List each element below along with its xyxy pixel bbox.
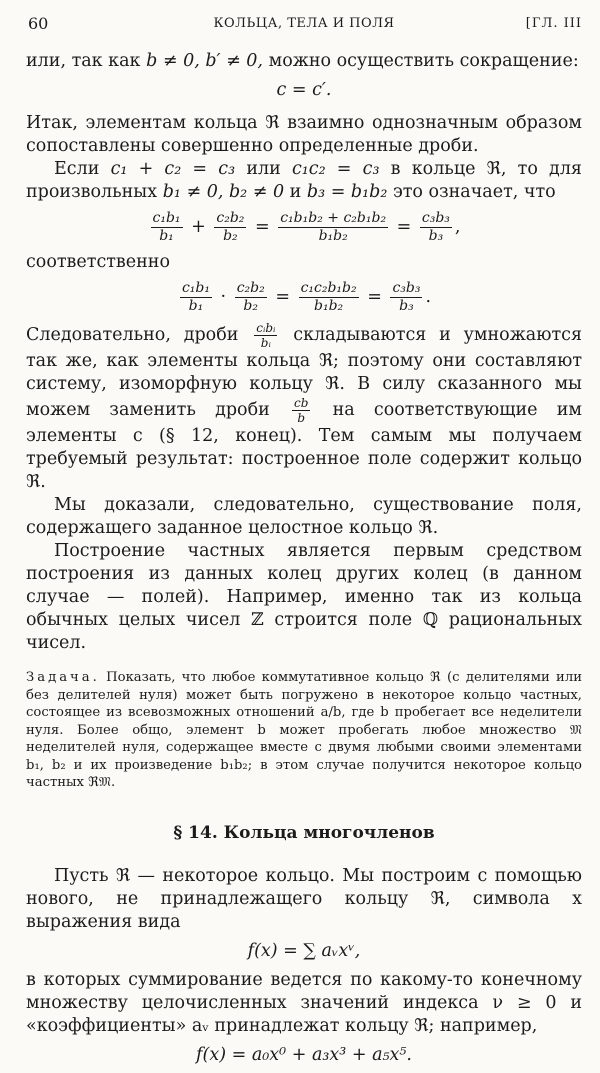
chapter-label: [ГЛ. III [525, 16, 582, 31]
equation-c-equals: c = c′. [276, 80, 332, 100]
running-header [26, 14, 582, 34]
operator: · [220, 287, 227, 307]
paragraph-if-sum [26, 158, 582, 204]
text: на соответствующие им элементы c (§ 12, конец). Тем самым мы получаем требуемый результат: построенное поле содержит кольцо ℜ. [26, 400, 582, 492]
inline-math: c₁ + c₂ = c₃ [110, 159, 236, 179]
paragraph-polynomials: Пусть ℜ — некоторое кольцо. Мы построим с помощью нового, не принадлежащего кольцу ℜ, символа x выражения вида [26, 865, 582, 932]
formula-example: f(x) = a₀x⁰ + a₃x³ + a₅x⁵. [196, 1044, 412, 1065]
punctuation: . [425, 287, 432, 307]
formula-polynomial: f(x) = ∑ aᵥxᵛ, [247, 940, 361, 961]
text: или, так как [26, 51, 141, 71]
fraction: $\frac{\text{c₃b₃}}{\text{b₃}}$ [421, 210, 450, 244]
text: и [289, 182, 302, 202]
fraction: $\frac{\text{c₂b₂}}{\text{b₂}}$ [236, 280, 265, 314]
page-body [26, 50, 582, 1073]
text: Следовательно, дроби [26, 325, 239, 345]
formula-sum [26, 210, 582, 245]
section-title: § 14. Кольца многочленов [173, 822, 435, 843]
operator: = [396, 217, 412, 237]
fraction: $\frac{\text{cᵢbᵢ}}{\text{bᵢ}}$ [256, 321, 276, 350]
text: это означает, что [392, 182, 556, 202]
paragraph-correspondence: Итак, элементам кольца ℜ взаимно однозначным образом сопоставлены совершенно определенные дроби. [26, 113, 582, 156]
paragraph-quotients: Построение частных является первым средством построения из данных колец других колец (в данном случае — полей). Например, именно так из кольца обычных целых чисел ℤ строится поле ℚ рациональных чисел. [26, 541, 582, 653]
paragraph-cancellation [26, 50, 582, 73]
fraction: $\frac{\text{c₁b₁b₂ + c₂b₁b₂}}{\text{b₁b₂}}$ [280, 210, 387, 244]
respectively-label: соответственно [26, 252, 170, 272]
paragraph-proved: Мы доказали, следовательно, существование поля, содержащего заданное целостное кольцо ℜ. [26, 495, 582, 538]
exercise-text: Показать, что любое коммутативное кольцо ℜ (с делителями или без делителей нуля) может быть погружено в некоторое кольцо частных, состоящее из всевозможных отношений a/b, где b пробегает все неделители нуля. Более общо, элемент b может пробегать любое множество 𝔐 неделителей нуля, содержащее вместе с двумя любыми своими элементами b₁, b₂ и их произведение b₁b₂; в этом случае получится некоторое кольцо частных ℜ𝔐. [26, 670, 582, 790]
exercise [26, 669, 582, 792]
text: можно осуществить сокращение: [268, 51, 579, 71]
formula-product [26, 280, 582, 315]
operator: = [367, 287, 382, 307]
paragraph-consequently [26, 321, 582, 494]
inline-math: b ≠ 0, b′ ≠ 0, [146, 51, 263, 71]
paragraph-summation: в которых суммирование ведется по какому-то конечному множеству целочисленных значений индекса ν ≥ 0 и «коэффициенты» aᵥ принадлежат кольцу ℜ; например, [26, 969, 582, 1036]
inline-math: b₁ ≠ 0, b₂ ≠ 0 [162, 182, 285, 202]
exercise-label: Задача. [26, 670, 100, 685]
operator: + [191, 217, 206, 237]
operator: = [275, 287, 290, 307]
fraction: $\frac{cb}{b}$ [294, 396, 309, 425]
fraction: $\frac{\text{c₁b₁}}{\text{b₁}}$ [152, 210, 181, 244]
inline-math: c₁c₂ = c₃ [291, 159, 380, 179]
operator: = [254, 217, 270, 237]
inline-math: b₃ = b₁b₂ [306, 182, 388, 202]
text: складываются и умножаются так же, как элементы кольца ℜ; поэтому они составляют систему, изоморфную кольцу ℜ. В силу сказанного мы можем заменить дроби [26, 325, 582, 420]
text: или [246, 159, 281, 179]
text: Если [54, 159, 100, 179]
fraction: $\frac{\text{c₂b₂}}{\text{b₂}}$ [216, 210, 245, 244]
text: в кольце ℜ, то для произвольных [26, 159, 582, 202]
fraction: $\frac{\text{c₁b₁}}{\text{b₁}}$ [181, 280, 210, 314]
punctuation: , [454, 217, 461, 237]
page-number: 60 [28, 14, 49, 33]
fraction: $\frac{\text{c₃b₃}}{\text{b₃}}$ [392, 280, 421, 314]
running-title: КОЛЬЦА, ТЕЛА И ПОЛЯ [213, 16, 395, 31]
fraction: $\frac{\text{c₁c₂b₁b₂}}{\text{b₁b₂}}$ [300, 280, 357, 314]
